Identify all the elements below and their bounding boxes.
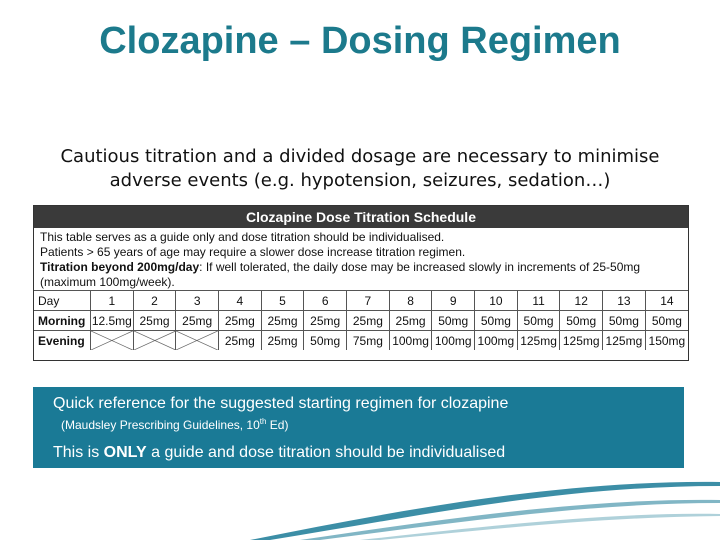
- evening-label: Evening: [34, 331, 91, 351]
- dose-table: [34, 291, 688, 350]
- guide-pre: This is: [53, 444, 104, 461]
- quick-reference-line: Quick reference for the suggested starting regimen for clozapine: [53, 395, 509, 412]
- guide-post: a guide and dose titration should be individualised: [146, 444, 506, 461]
- day-cell: 3: [176, 291, 219, 311]
- morning-dose: 25mg: [219, 311, 262, 331]
- source-pre: (Maudsley Prescribing Guidelines, 10: [61, 418, 260, 432]
- evening-blank-cell: [133, 331, 176, 351]
- source-citation: [61, 417, 288, 432]
- schedule-heading: Clozapine Dose Titration Schedule: [34, 206, 688, 228]
- evening-dose: 75mg: [347, 331, 390, 351]
- evening-dose: 100mg: [432, 331, 475, 351]
- day-cell: 4: [219, 291, 262, 311]
- day-row: [34, 291, 688, 311]
- note-line-3: [40, 260, 682, 275]
- morning-dose: 25mg: [347, 311, 390, 331]
- intro-line-2: adverse events (e.g. hypotension, seizures, sedation…): [109, 170, 611, 191]
- morning-dose: 25mg: [389, 311, 432, 331]
- day-cell: 14: [645, 291, 688, 311]
- day-cell: 13: [603, 291, 646, 311]
- day-cell: 2: [133, 291, 176, 311]
- morning-dose: 25mg: [261, 311, 304, 331]
- cross-out-icon: [134, 331, 176, 350]
- titration-schedule-table: [33, 205, 689, 361]
- evening-blank-cell: [91, 331, 134, 351]
- schedule-note: [34, 228, 688, 291]
- evening-dose: 25mg: [219, 331, 262, 351]
- day-cell: 10: [475, 291, 518, 311]
- day-cell: 6: [304, 291, 347, 311]
- morning-dose: 50mg: [560, 311, 603, 331]
- guide-bold: ONLY: [103, 444, 147, 461]
- morning-dose: 50mg: [432, 311, 475, 331]
- day-cell: 11: [517, 291, 560, 311]
- morning-dose: 50mg: [645, 311, 688, 331]
- intro-text: [30, 145, 690, 193]
- source-sup: th: [259, 417, 267, 426]
- slide-title: Clozapine – Dosing Regimen: [99, 20, 621, 62]
- morning-row: [34, 311, 688, 331]
- day-cell: 5: [261, 291, 304, 311]
- morning-dose: 50mg: [603, 311, 646, 331]
- note-bold: Titration beyond 200mg/day: [40, 260, 200, 274]
- note-line-2: Patients > 65 years of age may require a slower dose increase titration regimen.: [40, 245, 466, 259]
- evening-dose: 150mg: [645, 331, 688, 351]
- evening-dose: 125mg: [560, 331, 603, 351]
- decorative-swoosh: [0, 440, 720, 540]
- evening-dose: 50mg: [304, 331, 347, 351]
- source-post: Ed): [266, 418, 289, 432]
- evening-dose: 100mg: [389, 331, 432, 351]
- cross-out-icon: [91, 331, 133, 350]
- note-line-1: This table serves as a guide only and dose titration should be individualised.: [40, 230, 445, 244]
- day-cell: 7: [347, 291, 390, 311]
- evening-dose: 125mg: [517, 331, 560, 351]
- day-cell: 12: [560, 291, 603, 311]
- note-line-3-rest: : If well tolerated, the daily dose may be increased slowly in increments of 25-50mg: [199, 260, 641, 274]
- evening-row: [34, 331, 688, 351]
- morning-dose: 25mg: [133, 311, 176, 331]
- day-cell: 8: [389, 291, 432, 311]
- note-line-4: (maximum 100mg/week).: [40, 275, 175, 289]
- day-cell: 9: [432, 291, 475, 311]
- day-label: Day: [34, 291, 91, 311]
- cross-out-icon: [176, 331, 218, 350]
- evening-dose: 25mg: [261, 331, 304, 351]
- morning-dose: 12.5mg: [91, 311, 134, 331]
- evening-dose: 100mg: [475, 331, 518, 351]
- day-cell: 1: [91, 291, 134, 311]
- morning-dose: 25mg: [176, 311, 219, 331]
- morning-label: Morning: [34, 311, 91, 331]
- evening-dose: 125mg: [603, 331, 646, 351]
- morning-dose: 50mg: [517, 311, 560, 331]
- morning-dose: 50mg: [475, 311, 518, 331]
- evening-blank-cell: [176, 331, 219, 351]
- morning-dose: 25mg: [304, 311, 347, 331]
- intro-line-1: Cautious titration and a divided dosage are necessary to minimise: [60, 146, 660, 167]
